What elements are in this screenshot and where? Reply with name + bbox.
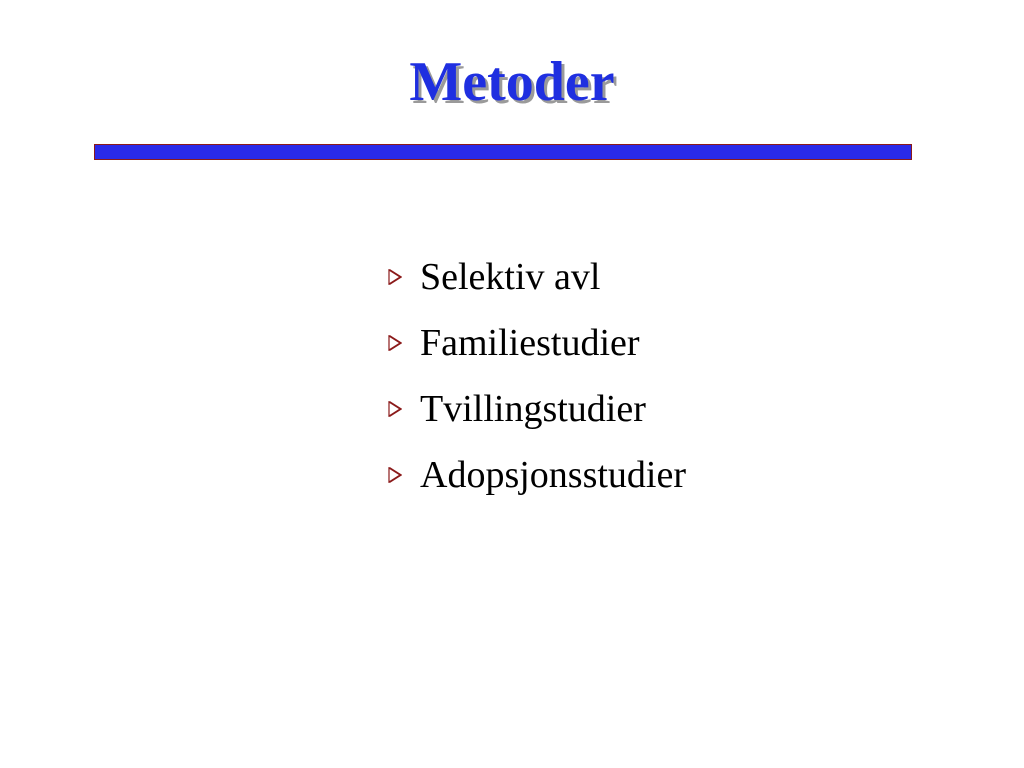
chevron-right-icon <box>388 467 420 483</box>
bullet-label: Tvillingstudier <box>420 388 646 430</box>
chevron-right-icon <box>388 269 420 285</box>
bullet-label: Selektiv avl <box>420 256 601 298</box>
list-item <box>388 310 686 376</box>
title-divider <box>94 144 912 160</box>
list-item <box>388 244 686 310</box>
bullet-list <box>388 244 686 508</box>
chevron-right-icon <box>388 335 420 351</box>
bullet-label: Familiestudier <box>420 322 640 364</box>
bullet-label: Adopsjonsstudier <box>420 454 686 496</box>
list-item <box>388 442 686 508</box>
slide-title: Metoder <box>409 51 615 113</box>
list-item <box>388 376 686 442</box>
chevron-right-icon <box>388 401 420 417</box>
